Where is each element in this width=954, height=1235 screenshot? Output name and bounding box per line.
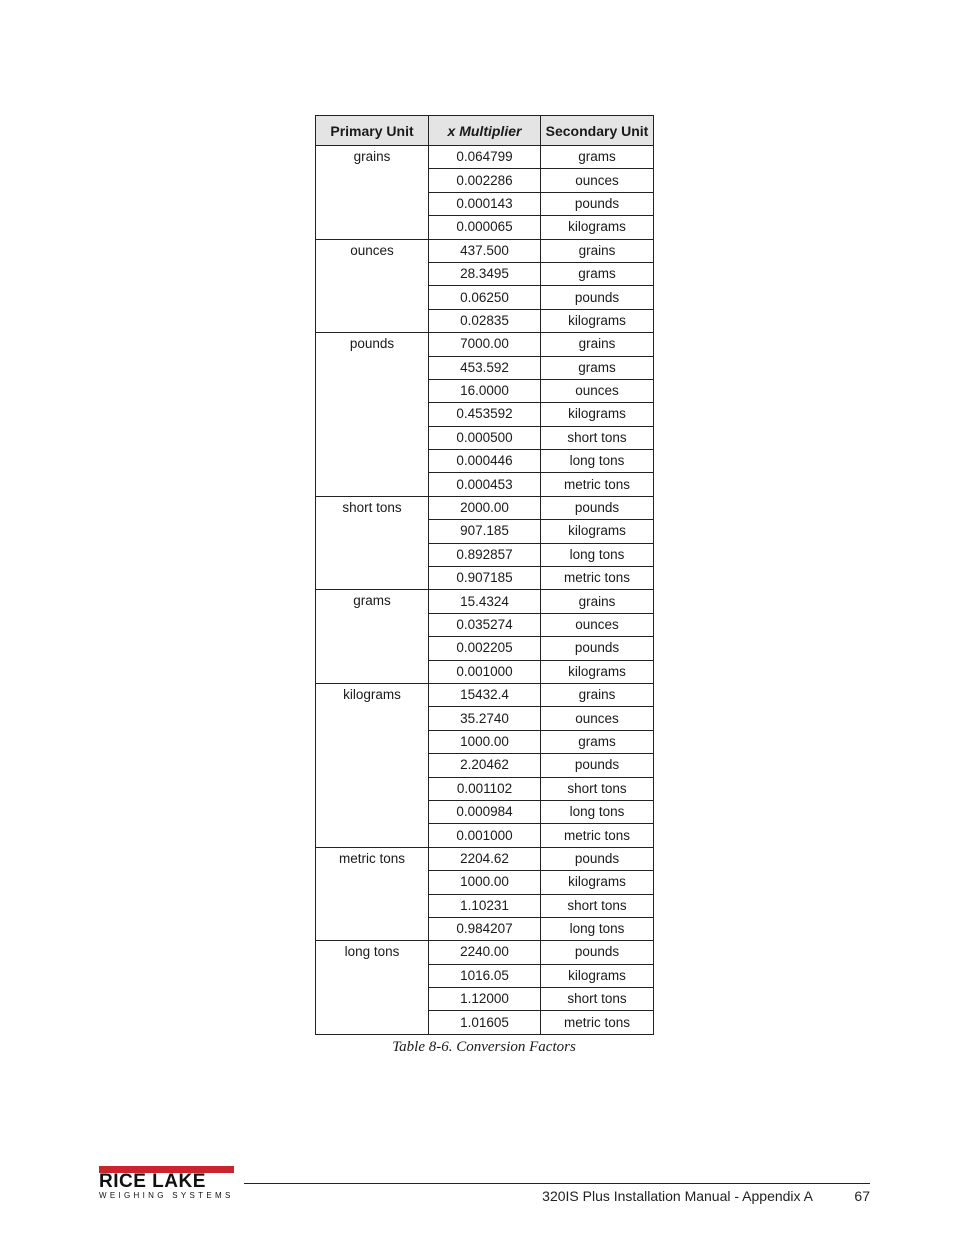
primary-unit-cell: long tons (316, 941, 429, 1035)
multiplier-cell: 437.500 (429, 239, 541, 262)
multiplier-cell: 0.002286 (429, 169, 541, 192)
table-row (316, 239, 654, 262)
secondary-unit-cell: kilograms (541, 216, 654, 239)
secondary-unit-cell: metric tons (541, 1011, 654, 1034)
secondary-unit-cell: pounds (541, 847, 654, 870)
header-primary-unit: Primary Unit (316, 116, 429, 146)
multiplier-cell: 1000.00 (429, 730, 541, 753)
multiplier-cell: 2204.62 (429, 847, 541, 870)
secondary-unit-cell: kilograms (541, 309, 654, 332)
primary-unit-cell: grains (316, 146, 429, 240)
multiplier-cell: 16.0000 (429, 379, 541, 402)
multiplier-cell: 453.592 (429, 356, 541, 379)
secondary-unit-cell: long tons (541, 917, 654, 940)
multiplier-cell: 0.035274 (429, 613, 541, 636)
secondary-unit-cell: grams (541, 146, 654, 169)
secondary-unit-cell: long tons (541, 450, 654, 473)
multiplier-cell: 35.2740 (429, 707, 541, 730)
secondary-unit-cell: short tons (541, 777, 654, 800)
secondary-unit-cell: metric tons (541, 567, 654, 590)
table-caption: Table 8-6. Conversion Factors (392, 1039, 576, 1055)
multiplier-cell: 0.000143 (429, 192, 541, 215)
secondary-unit-cell: pounds (541, 496, 654, 519)
secondary-unit-cell: short tons (541, 426, 654, 449)
multiplier-cell: 0.892857 (429, 543, 541, 566)
header-multiplier: x Multiplier (429, 116, 541, 146)
secondary-unit-cell: pounds (541, 637, 654, 660)
table-row (316, 941, 654, 964)
multiplier-cell: 0.001000 (429, 824, 541, 847)
secondary-unit-cell: metric tons (541, 473, 654, 496)
secondary-unit-cell: kilograms (541, 871, 654, 894)
secondary-unit-cell: grains (541, 239, 654, 262)
primary-unit-cell: pounds (316, 333, 429, 497)
secondary-unit-cell: kilograms (541, 520, 654, 543)
table-row (316, 590, 654, 613)
multiplier-cell: 907.185 (429, 520, 541, 543)
secondary-unit-cell: short tons (541, 988, 654, 1011)
multiplier-cell: 1016.05 (429, 964, 541, 987)
secondary-unit-cell: grams (541, 730, 654, 753)
secondary-unit-cell: ounces (541, 707, 654, 730)
multiplier-cell: 0.000984 (429, 800, 541, 823)
multiplier-cell: 28.3495 (429, 262, 541, 285)
primary-unit-cell: metric tons (316, 847, 429, 941)
header-secondary-unit: Secondary Unit (541, 116, 654, 146)
multiplier-cell: 2.20462 (429, 754, 541, 777)
primary-unit-cell: short tons (316, 496, 429, 590)
secondary-unit-cell: short tons (541, 894, 654, 917)
multiplier-cell: 0.000446 (429, 450, 541, 473)
secondary-unit-cell: pounds (541, 941, 654, 964)
secondary-unit-cell: grains (541, 590, 654, 613)
multiplier-cell: 0.02835 (429, 309, 541, 332)
secondary-unit-cell: metric tons (541, 824, 654, 847)
multiplier-cell: 15.4324 (429, 590, 541, 613)
multiplier-cell: 0.453592 (429, 403, 541, 426)
primary-unit-cell: kilograms (316, 683, 429, 847)
table-row (316, 333, 654, 356)
secondary-unit-cell: kilograms (541, 403, 654, 426)
multiplier-cell: 7000.00 (429, 333, 541, 356)
multiplier-cell: 0.000065 (429, 216, 541, 239)
multiplier-cell: 0.000453 (429, 473, 541, 496)
page-number: 67 (854, 1188, 870, 1204)
multiplier-cell: 0.000500 (429, 426, 541, 449)
secondary-unit-cell: grams (541, 262, 654, 285)
multiplier-cell: 2240.00 (429, 941, 541, 964)
secondary-unit-cell: grains (541, 683, 654, 706)
secondary-unit-cell: kilograms (541, 660, 654, 683)
primary-unit-cell: grams (316, 590, 429, 684)
secondary-unit-cell: pounds (541, 192, 654, 215)
primary-unit-cell: ounces (316, 239, 429, 333)
multiplier-cell: 0.001102 (429, 777, 541, 800)
multiplier-cell: 0.984207 (429, 917, 541, 940)
secondary-unit-cell: ounces (541, 379, 654, 402)
secondary-unit-cell: grams (541, 356, 654, 379)
secondary-unit-cell: long tons (541, 543, 654, 566)
secondary-unit-cell: ounces (541, 169, 654, 192)
multiplier-cell: 1.10231 (429, 894, 541, 917)
multiplier-cell: 15432.4 (429, 683, 541, 706)
logo-wordmark: RICE LAKE (99, 1171, 206, 1192)
conversion-table (315, 115, 654, 1035)
multiplier-cell: 1000.00 (429, 871, 541, 894)
secondary-unit-cell: grains (541, 333, 654, 356)
table-row (316, 146, 654, 169)
multiplier-cell: 1.12000 (429, 988, 541, 1011)
secondary-unit-cell: pounds (541, 754, 654, 777)
footer-rule (244, 1183, 870, 1184)
table-row (316, 683, 654, 706)
secondary-unit-cell: long tons (541, 800, 654, 823)
secondary-unit-cell: pounds (541, 286, 654, 309)
multiplier-cell: 0.002205 (429, 637, 541, 660)
table-header-row (316, 116, 654, 146)
multiplier-cell: 0.001000 (429, 660, 541, 683)
secondary-unit-cell: kilograms (541, 964, 654, 987)
secondary-unit-cell: ounces (541, 613, 654, 636)
logo-subtitle: WEIGHING SYSTEMS (99, 1191, 234, 1200)
footer-manual-title: 320IS Plus Installation Manual - Appendix A (542, 1188, 813, 1204)
multiplier-cell: 0.064799 (429, 146, 541, 169)
rice-lake-logo (99, 1166, 235, 1198)
multiplier-cell: 0.907185 (429, 567, 541, 590)
multiplier-cell: 1.01605 (429, 1011, 541, 1034)
multiplier-cell: 0.06250 (429, 286, 541, 309)
table-row (316, 847, 654, 870)
multiplier-cell: 2000.00 (429, 496, 541, 519)
table-row (316, 496, 654, 519)
